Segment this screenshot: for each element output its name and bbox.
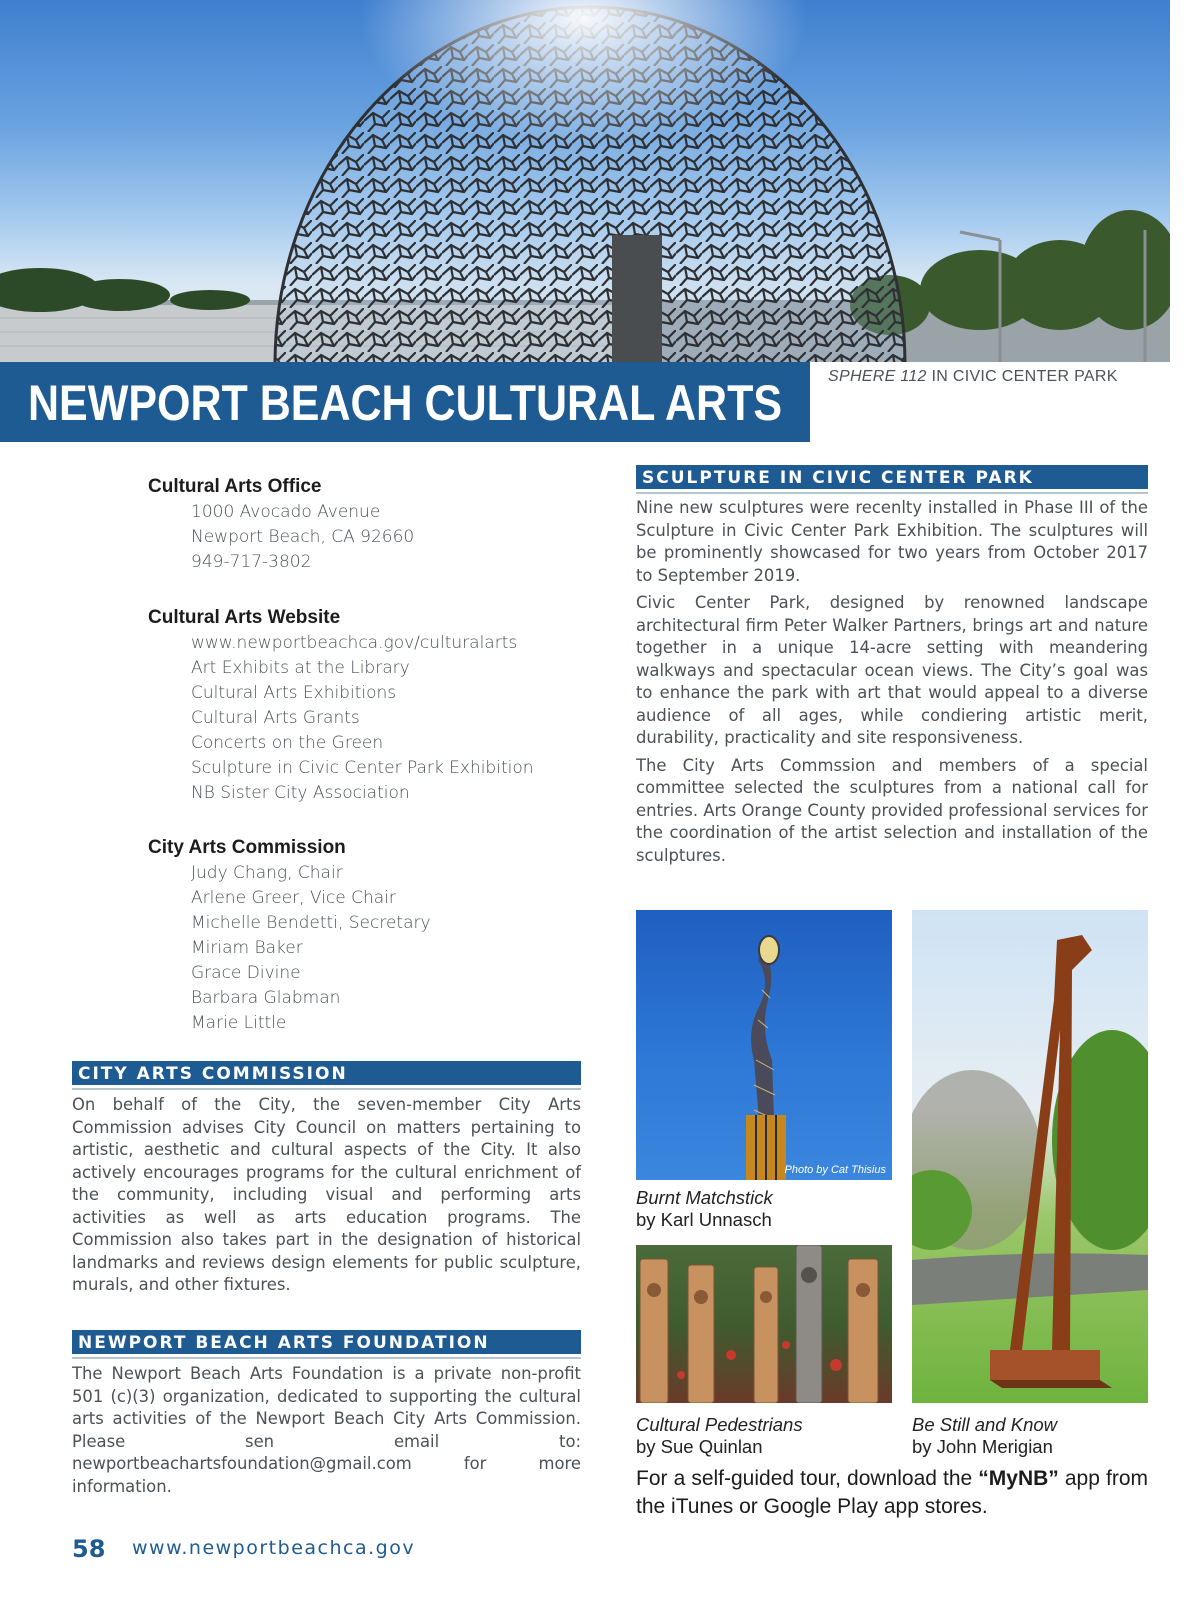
commission-member: Marie Little xyxy=(191,1013,287,1033)
hero-photo-caption xyxy=(828,368,1118,386)
artwork-title: Burnt Matchstick xyxy=(636,1187,773,1208)
website-item: Art Exhibits at the Library xyxy=(191,658,410,678)
caption-location: IN CIVIC CENTER PARK xyxy=(926,368,1118,385)
page-number: 58 xyxy=(72,1535,106,1563)
office-heading: Cultural Arts Office xyxy=(148,476,322,497)
app-name: “MyNB” xyxy=(978,1467,1059,1490)
sphere-sculpture-illustration xyxy=(0,0,1170,362)
commission-member: Arlene Greer, Vice Chair xyxy=(191,888,396,908)
cultural-pedestrians-illustration xyxy=(636,1245,892,1403)
caption-artwork-name: SPHERE 112 xyxy=(828,368,927,385)
be-still-and-know-illustration xyxy=(912,910,1148,1403)
website-item: NB Sister City Association xyxy=(191,783,410,803)
city-arts-commission-heading: CITY ARTS COMMISSION xyxy=(72,1061,581,1088)
commission-member: Grace Divine xyxy=(191,963,301,983)
commission-member: Michelle Bendetti, Secretary xyxy=(191,913,431,933)
footer-website-link[interactable]: www.newportbeachca.gov xyxy=(132,1537,416,1559)
arts-foundation-body xyxy=(72,1363,581,1503)
burnt-matchstick-illustration xyxy=(636,910,892,1180)
sculpture-paragraph: Nine new sculptures were recenlty installed in Phase III of the Sculpture in Civic Center Park Exhibition. The sculptures will be prominently showcased for two years from October 2017 to September 2019. xyxy=(636,498,1148,585)
photo-credit: Photo by Cat Thisius xyxy=(784,1164,886,1176)
tour-text-start: For a self-guided tour, download the xyxy=(636,1467,979,1490)
page-title: NEWPORT BEACH CULTURAL ARTS xyxy=(28,375,783,431)
title-band xyxy=(0,362,810,442)
artwork-artist: by Sue Quinlan xyxy=(636,1436,763,1457)
cultural-pedestrians-caption xyxy=(636,1414,896,1458)
commission-block xyxy=(148,835,431,1036)
website-url-link[interactable]: www.newportbeachca.gov/culturalarts xyxy=(191,633,518,653)
office-phone: 949-717-3802 xyxy=(191,552,312,572)
office-city-line: Newport Beach, CA 92660 xyxy=(191,527,415,547)
be-still-and-know-photo xyxy=(912,910,1148,1403)
commission-member: Miriam Baker xyxy=(191,938,303,958)
commission-heading: City Arts Commission xyxy=(148,837,346,858)
website-item: Cultural Arts Grants xyxy=(191,708,360,728)
city-arts-commission-body xyxy=(72,1094,581,1302)
sculpture-body xyxy=(636,497,1148,872)
arts-foundation-text: The Newport Beach Arts Foundation is a private non-profit 501 (c)(3) organization, dedicated to supporting the cultural arts activities of the Newport Beach City Arts Commission. Please sen email to: newportbeachartsfoundation@gmail.com for more information. xyxy=(72,1364,581,1496)
sculpture-paragraph: Civic Center Park, designed by renowned landscape architectural firm Peter Walker Partners, brings art and nature together in a unique 14-acre setting with meandering walkways and spectacular ocean views. The City’s goal was to enhance the park with art that would appeal to a diverse audience of all ages, while condiering artistic merit, durability, practicality and site responsiveness. xyxy=(636,593,1148,747)
commission-member: Judy Chang, Chair xyxy=(191,863,343,883)
tour-text-end: app from the iTunes or Google Play app stores. xyxy=(636,1467,1148,1518)
office-block xyxy=(148,474,414,575)
artwork-artist: by John Merigian xyxy=(912,1436,1053,1457)
sculpture-heading: SCULPTURE IN CIVIC CENTER PARK xyxy=(636,465,1148,492)
website-item: Cultural Arts Exhibitions xyxy=(191,683,397,703)
website-block xyxy=(148,605,534,806)
arts-foundation-heading: NEWPORT BEACH ARTS FOUNDATION xyxy=(72,1330,581,1357)
artwork-artist: by Karl Unnasch xyxy=(636,1209,772,1230)
burnt-matchstick-caption xyxy=(636,1187,896,1231)
city-arts-commission-text: On behalf of the City, the seven-member City Arts Commission advises City Council on matters pertaining to artistic, aesthetic and cultural aspects of the City. It also actively encourages programs for the cultural enrichment of the community, including visual and performing arts activities as well as arts education programs. The Commission also takes part in the designation of historical landmarks and reviews design elements for public sculpture, murals, and other fixtures. xyxy=(72,1095,581,1294)
office-address-line: 1000 Avocado Avenue xyxy=(191,502,381,522)
website-heading: Cultural Arts Website xyxy=(148,607,341,628)
commission-member: Barbara Glabman xyxy=(191,988,341,1008)
hero-photo-sphere-112 xyxy=(0,0,1170,362)
sculpture-paragraph: The City Arts Commssion and members of a special committee selected the sculptures from a national call for entries. Arts Orange County provided professional services for the coordination of the artist selection and installation of the sculptures. xyxy=(636,755,1148,865)
artwork-title: Be Still and Know xyxy=(912,1414,1058,1435)
be-still-and-know-caption xyxy=(912,1414,1148,1458)
cultural-pedestrians-photo xyxy=(636,1245,892,1403)
burnt-matchstick-photo xyxy=(636,910,892,1180)
website-item: Concerts on the Green xyxy=(191,733,384,753)
self-guided-tour-note xyxy=(636,1465,1148,1521)
artwork-title: Cultural Pedestrians xyxy=(636,1414,803,1435)
website-item: Sculpture in Civic Center Park Exhibition xyxy=(191,758,534,778)
